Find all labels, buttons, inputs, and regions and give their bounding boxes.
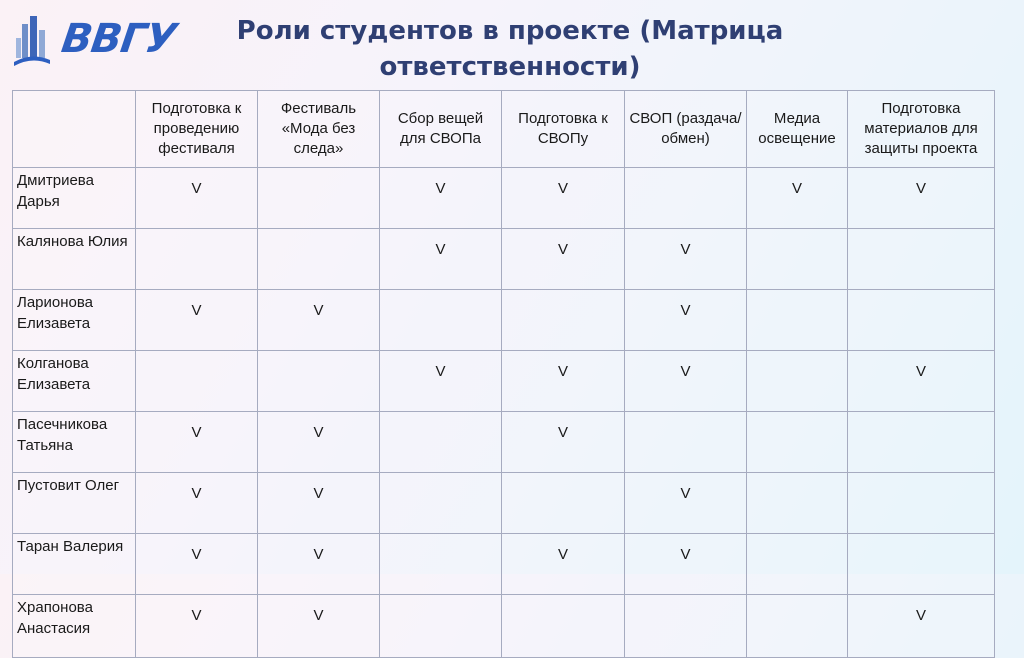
table-body <box>13 168 995 658</box>
column-header: Медиа освещение <box>747 91 848 168</box>
role-mark-cell <box>258 229 380 290</box>
role-mark-cell: V <box>625 534 747 595</box>
role-mark-cell: V <box>502 351 625 412</box>
role-mark-cell: V <box>136 168 258 229</box>
student-name: Таран Валерия <box>13 534 136 595</box>
role-mark-cell: V <box>258 595 380 658</box>
role-mark-cell: V <box>502 412 625 473</box>
role-mark-cell: V <box>625 229 747 290</box>
role-mark-cell <box>625 168 747 229</box>
role-mark-cell <box>258 168 380 229</box>
role-mark-cell <box>848 412 995 473</box>
role-mark-cell <box>747 534 848 595</box>
role-mark-cell <box>625 412 747 473</box>
university-logo <box>12 10 179 72</box>
role-mark-cell <box>502 473 625 534</box>
role-mark-cell: V <box>136 534 258 595</box>
role-mark-cell <box>747 412 848 473</box>
role-mark-cell <box>136 229 258 290</box>
role-mark-cell: V <box>502 168 625 229</box>
responsibility-matrix <box>12 90 995 658</box>
table-row <box>13 351 995 412</box>
role-mark-cell: V <box>258 473 380 534</box>
role-mark-cell <box>380 412 502 473</box>
role-mark-cell <box>502 290 625 351</box>
role-mark-cell: V <box>848 351 995 412</box>
role-mark-cell <box>625 595 747 658</box>
role-mark-cell <box>747 229 848 290</box>
role-mark-cell <box>848 290 995 351</box>
student-name: Ларионова Елизавета <box>13 290 136 351</box>
role-mark-cell <box>747 290 848 351</box>
role-mark-cell <box>502 595 625 658</box>
role-mark-cell <box>747 351 848 412</box>
student-name: Пасечникова Татьяна <box>13 412 136 473</box>
logo-text: ВВГУ <box>58 16 179 62</box>
table-row <box>13 595 995 658</box>
page-title: Роли студентов в проекте (Матрица ответственности) <box>236 16 784 82</box>
role-mark-cell: V <box>258 290 380 351</box>
role-mark-cell: V <box>625 290 747 351</box>
role-mark-cell <box>136 351 258 412</box>
role-mark-cell <box>258 351 380 412</box>
role-mark-cell: V <box>502 534 625 595</box>
column-header: Подготовка к проведению фестиваля <box>136 91 258 168</box>
role-mark-cell <box>747 595 848 658</box>
table-row <box>13 290 995 351</box>
corner-cell <box>13 91 136 168</box>
table-row <box>13 229 995 290</box>
role-mark-cell: V <box>747 168 848 229</box>
student-name: Калянова Юлия <box>13 229 136 290</box>
table-row <box>13 534 995 595</box>
role-mark-cell: V <box>136 473 258 534</box>
role-mark-cell: V <box>258 412 380 473</box>
role-mark-cell <box>380 534 502 595</box>
role-mark-cell: V <box>625 351 747 412</box>
role-mark-cell <box>747 473 848 534</box>
table-row <box>13 168 995 229</box>
column-header: Подготовка к СВОПу <box>502 91 625 168</box>
role-mark-cell <box>380 595 502 658</box>
role-mark-cell: V <box>136 595 258 658</box>
building-icon <box>12 10 52 70</box>
student-name: Колганова Елизавета <box>13 351 136 412</box>
column-header: Фестиваль «Мода без следа» <box>258 91 380 168</box>
column-header: СВОП (раздача/ обмен) <box>625 91 747 168</box>
role-mark-cell: V <box>380 351 502 412</box>
student-name: Пустовит Олег <box>13 473 136 534</box>
column-header: Подготовка материалов для защиты проекта <box>848 91 995 168</box>
role-mark-cell: V <box>848 168 995 229</box>
role-mark-cell <box>848 534 995 595</box>
role-mark-cell: V <box>380 168 502 229</box>
student-name: Дмитриева Дарья <box>13 168 136 229</box>
role-mark-cell: V <box>625 473 747 534</box>
role-mark-cell: V <box>136 412 258 473</box>
role-mark-cell <box>848 473 995 534</box>
header-row <box>13 91 995 168</box>
role-mark-cell <box>380 473 502 534</box>
role-mark-cell: V <box>136 290 258 351</box>
role-mark-cell <box>848 229 995 290</box>
column-header: Сбор вещей для СВОПа <box>380 91 502 168</box>
role-mark-cell: V <box>502 229 625 290</box>
table-row <box>13 412 995 473</box>
role-mark-cell: V <box>258 534 380 595</box>
student-name: Храпонова Анастасия <box>13 595 136 658</box>
role-mark-cell <box>380 290 502 351</box>
role-mark-cell: V <box>380 229 502 290</box>
role-mark-cell: V <box>848 595 995 658</box>
table-row <box>13 473 995 534</box>
